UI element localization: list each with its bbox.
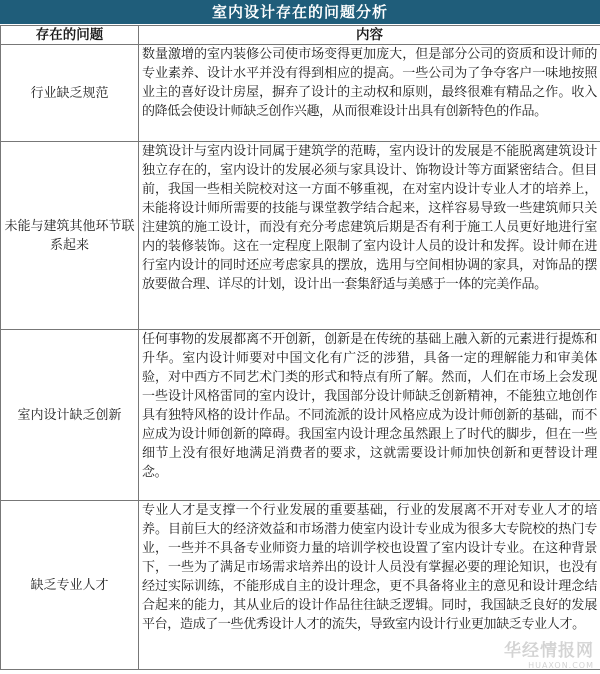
table-row bbox=[1, 45, 600, 142]
issue-cell: 室内设计缺乏创新 bbox=[1, 330, 139, 501]
issue-cell: 行业缺乏规范 bbox=[1, 45, 139, 142]
page-title: 室内设计存在的问题分析 bbox=[0, 0, 600, 24]
table-header-row bbox=[1, 26, 600, 45]
content-cell: 数量激增的室内装修公司使市场变得更加庞大，但是部分公司的资质和设计师的专业素养、设计水平并没有得到相应的提高。一些公司为了争夺客户一味地按照业主的喜好设计房屋，摒弃了设计的主动权和原则，最终很难有精品之作。收入的降低会使设计师缺乏创作兴趣，从而很难设计出具有创新特色的作品。 bbox=[139, 45, 600, 142]
header-issue: 存在的问题 bbox=[1, 26, 139, 45]
table-row bbox=[1, 330, 600, 501]
table-row bbox=[1, 142, 600, 330]
watermark-logo-text: 华经情报网 bbox=[504, 641, 594, 661]
issue-cell: 缺乏专业人才 bbox=[1, 501, 139, 670]
content-cell: 专业人才是支撑一个行业发展的重要基础，行业的发展离不开对专业人才的培养。目前巨大的经济效益和市场潜力使室内设计专业成为很多大专院校的热门专业，一些并不具备专业师资力量的培训学校也设置了室内设计专业。在这种背景下，一些为了满足市场需求培养出的设计人员没有掌握必要的理论知识，也没有经过实际训练，不能形成自主的设计理念，更不具备将业主的意见和设计理念结合起来的能力，其从业后的设计作品往往缺乏逻辑。同时，我国缺乏良好的发展平台，造成了一些优秀设计人才的流失，导致室内设计行业更加缺乏专业人才。 bbox=[139, 501, 600, 670]
issues-table bbox=[0, 25, 600, 670]
issue-cell: 未能与建筑其他环节联系起来 bbox=[1, 142, 139, 330]
header-content: 内容 bbox=[139, 26, 600, 45]
content-cell: 建筑设计与室内设计同属于建筑学的范畴，室内设计的发展是不能脱离建筑设计独立存在的，室内设计的发展必须与家具设计、饰物设计等方面紧密结合。但目前，我国一些相关院校对这一方面不够重视，在对室内设计专业人才的培养上，未能将设计师所需要的技能与课堂教学结合起来，这样容易导致一些建筑师只关注建筑的施工设计，而没有充分考虑建筑后期是否有利于施工人员更好地进行室内的装修装饰。这在一定程度上限制了室内设计人员的设计和发挥。设计师在进行室内设计的同时还应考虑家具的摆放，选用与空间相协调的家具，对饰品的摆放要做合理、详尽的计划，设计出一套集舒适与美感于一体的完美作品。 bbox=[139, 142, 600, 330]
table-row bbox=[1, 501, 600, 670]
watermark-url: HUAXON.COM bbox=[528, 661, 594, 670]
content-cell: 任何事物的发展都离不开创新，创新是在传统的基础上融入新的元素进行提炼和升华。室内设计师要对中国文化有广泛的涉猎，具备一定的理解能力和审美体验，对中西方不同艺术门类的形式和特点有所了解。然而，人们在市场上会发现一些设计风格雷同的室内设计，我国部分设计师缺乏创新精神，不能独立地创作具有独特风格的设计作品。不同流派的设计风格应成为设计师创新的基础，而不应成为设计师创新的障碍。我国室内设计理念虽然跟上了时代的脚步，但在一些细节上没有很好地满足消费者的要求，这就需要设计师加快创新和更替设计理念。 bbox=[139, 330, 600, 501]
